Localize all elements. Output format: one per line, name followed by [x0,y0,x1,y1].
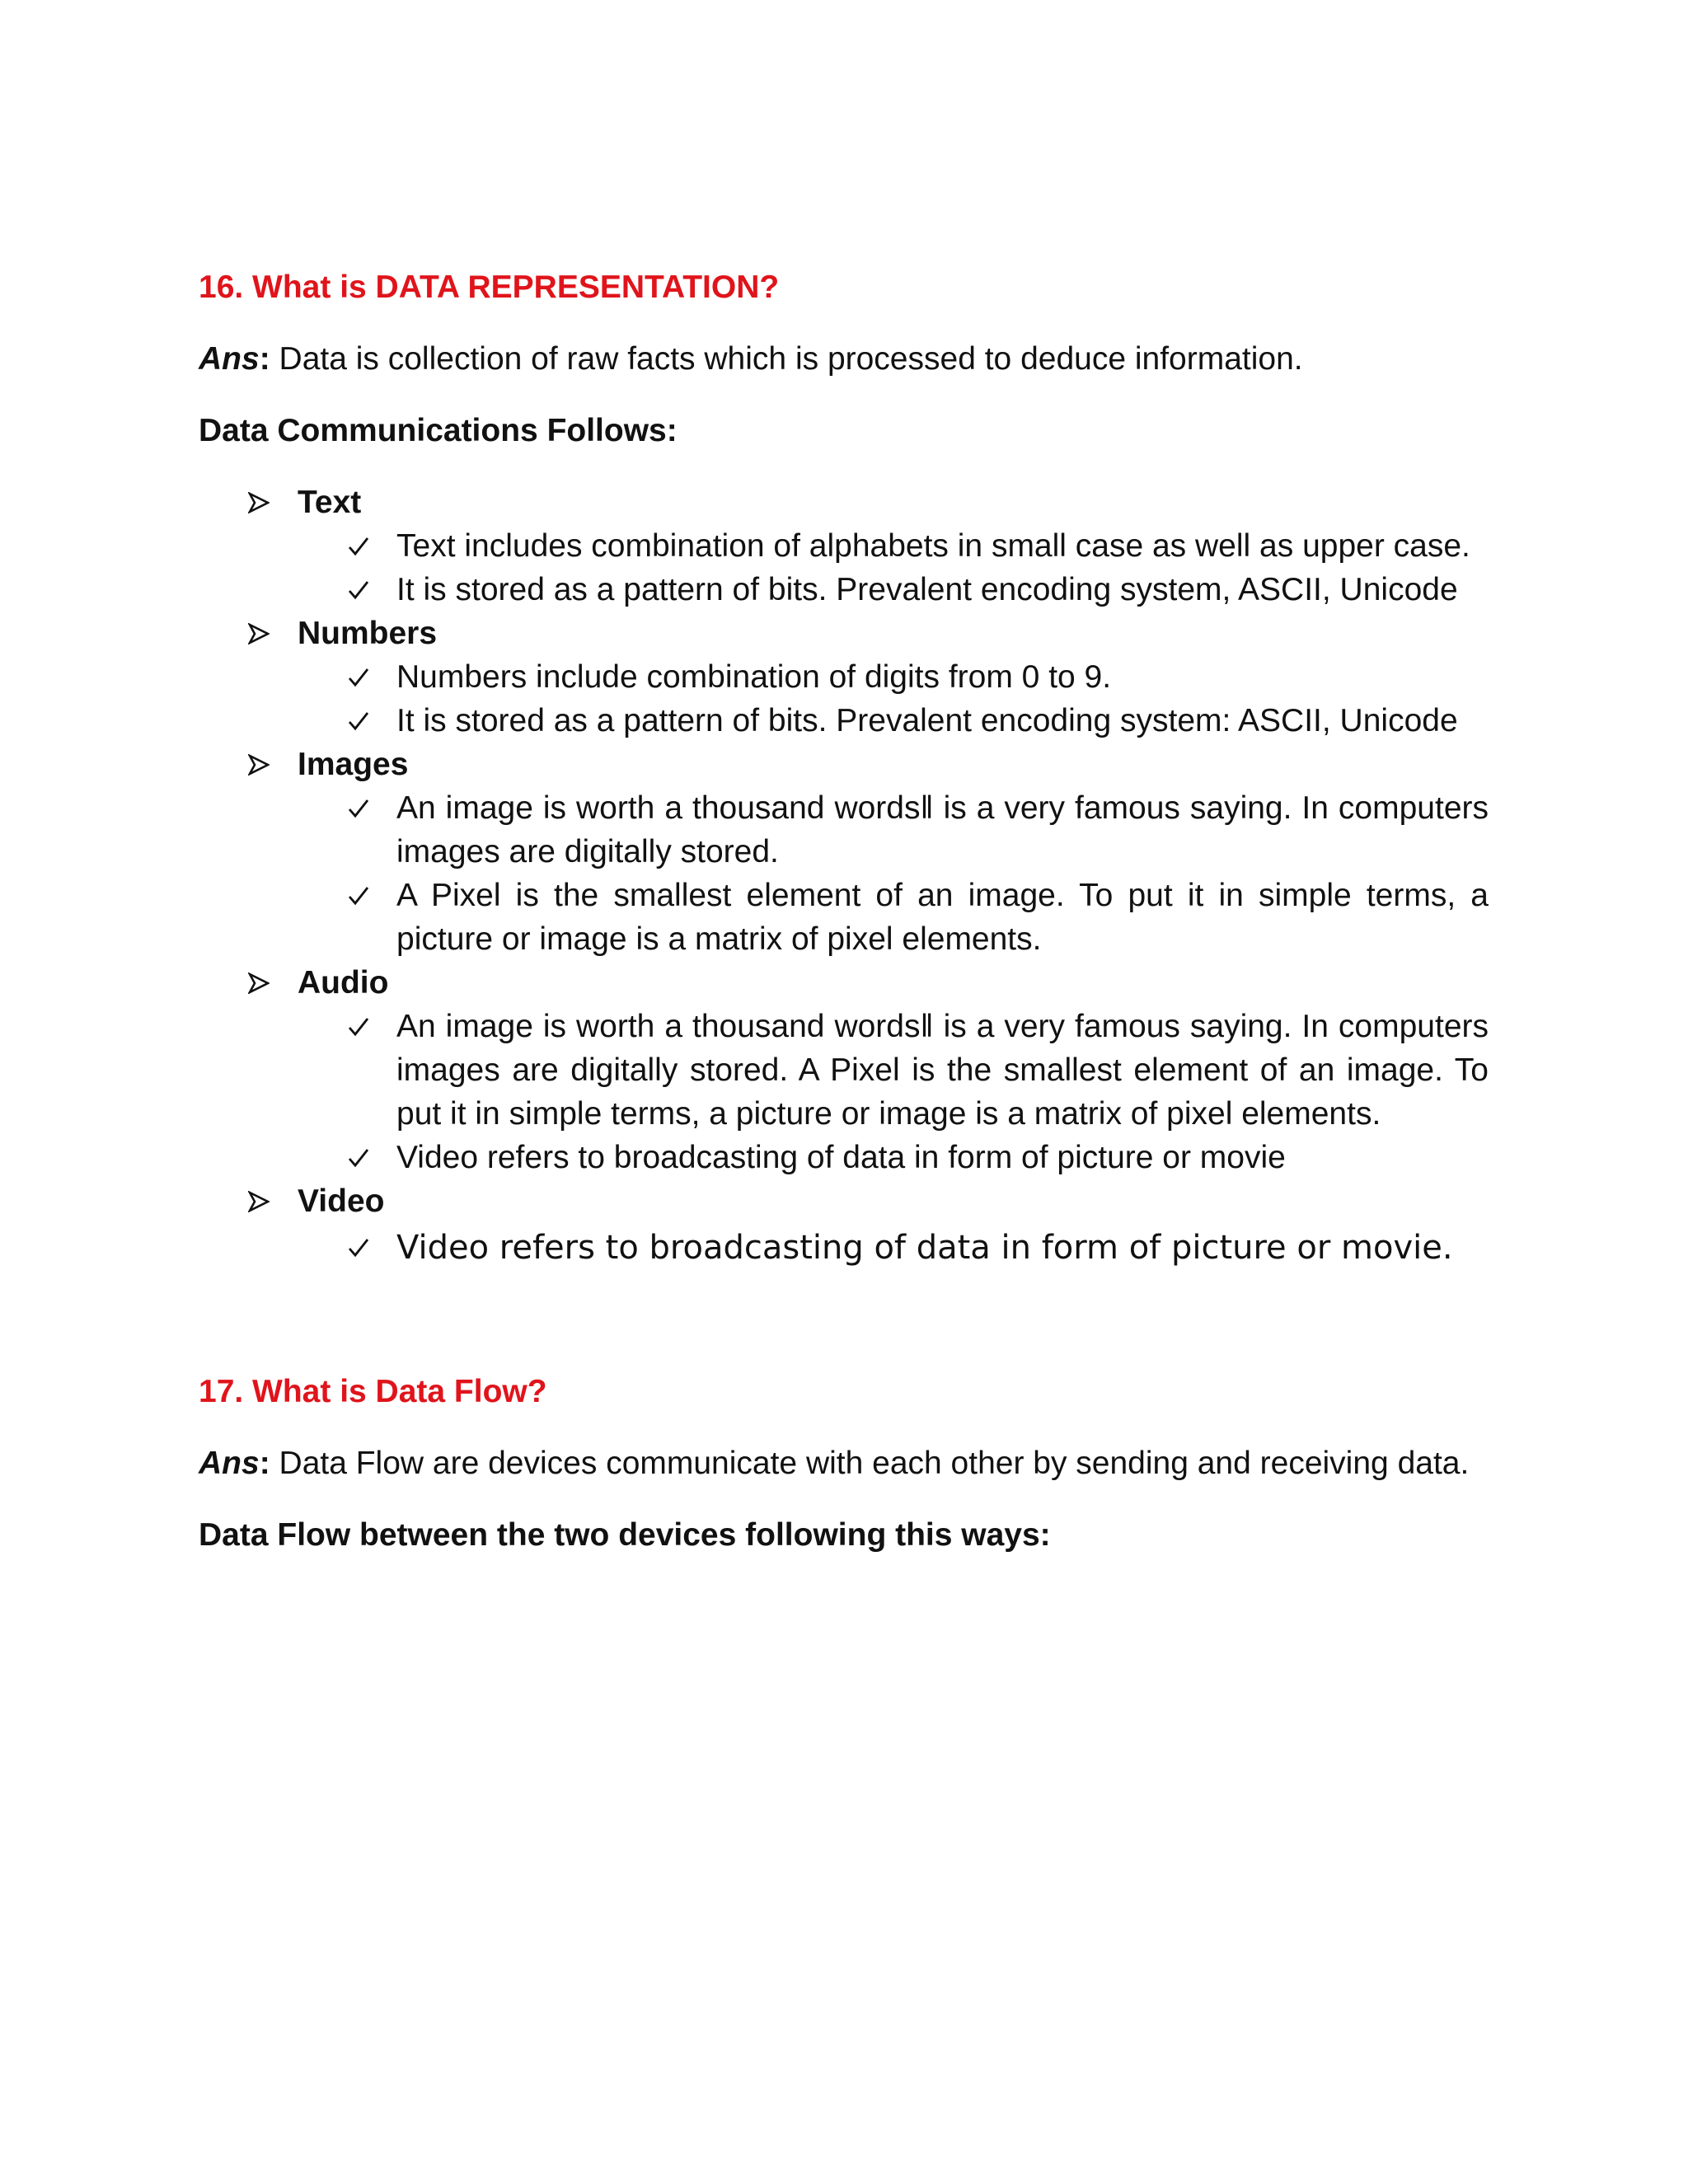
page-content [199,265,1489,1585]
answer-label: Ans [199,341,260,377]
sub-list-item [298,524,1489,568]
list-item-title: Numbers [298,616,438,651]
answer-colon: : [259,1446,270,1481]
list-item-video [199,1179,1489,1272]
check-mark-icon [347,874,375,917]
list-item-title: Text [298,485,362,520]
sub-list [298,524,1489,612]
list-item-images [199,743,1489,961]
sub-list-text: Video refers to broadcasting of data in form of picture or movie. [396,1229,1453,1267]
sub-list-text: An image is worth a thousand words‖ is a very famous saying. In computers images are digitally stored. [396,790,1489,869]
check-mark-icon [347,1136,375,1179]
arrow-bullet-icon [248,612,271,655]
sub-list-text: Text includes combination of alphabets in small case as well as upper case. [396,528,1470,564]
check-mark-icon [347,699,375,743]
sub-list-text: It is stored as a pattern of bits. Prevalent encoding system, ASCII, Unicode [396,572,1458,607]
sub-list-text: An image is worth a thousand words‖ is a very famous saying. In computers images are digitally stored. A Pixel is the smallest element of an image. To put it in simple terms, a picture or image is a matrix of pixel elements. [396,1009,1489,1132]
question-16-answer [199,337,1489,381]
sub-list-text: It is stored as a pattern of bits. Prevalent encoding system: ASCII, Unicode [396,703,1458,738]
answer-label: Ans [199,1446,260,1481]
check-mark-icon [347,655,375,699]
sub-list-item [298,699,1489,743]
arrow-bullet-icon [248,480,271,524]
sub-list-item [298,1136,1489,1179]
sub-list-item [298,1223,1489,1272]
sub-list [298,1005,1489,1179]
sub-list-item [298,874,1489,961]
sub-list [298,1223,1489,1272]
sub-list-item [298,1005,1489,1136]
check-mark-icon [347,1223,375,1272]
arrow-bullet-icon [248,961,271,1005]
question-17-title: 17. What is Data Flow? [199,1374,547,1409]
answer-text: Data Flow are devices communicate with each other by sending and receiving data. [270,1446,1470,1481]
sub-list-text: Numbers include combination of digits from 0 to 9. [396,659,1112,695]
sub-list [298,655,1489,743]
list-item-title: Images [298,747,409,782]
check-mark-icon [347,1005,375,1048]
answer-colon: : [259,341,270,377]
data-communications-heading: Data Communications Follows: [199,413,678,448]
list-item-title: Video [298,1183,385,1219]
sub-list-text: Video refers to broadcasting of data in form of picture or movie [396,1140,1286,1175]
list-item-text [199,480,1489,612]
data-flow-heading: Data Flow between the two devices following this ways: [199,1517,1051,1553]
list-item-numbers [199,612,1489,743]
sub-list [298,786,1489,961]
data-types-list [199,480,1489,1272]
check-mark-icon [347,786,375,830]
question-17-answer [199,1441,1489,1485]
arrow-bullet-icon [248,743,271,786]
check-mark-icon [347,568,375,612]
question-16-title: 16. What is DATA REPRESENTATION? [199,269,780,305]
sub-list-item [298,568,1489,612]
arrow-bullet-icon [248,1179,271,1223]
answer-text: Data is collection of raw facts which is processed to deduce information. [270,341,1303,377]
section-spacer [199,1272,1489,1370]
sub-list-text: A Pixel is the smallest element of an image. To put it in simple terms, a picture or image is a matrix of pixel elements. [396,878,1489,957]
list-item-title: Audio [298,965,389,1001]
list-item-audio [199,961,1489,1179]
sub-list-item [298,786,1489,874]
check-mark-icon [347,524,375,568]
sub-list-item [298,655,1489,699]
